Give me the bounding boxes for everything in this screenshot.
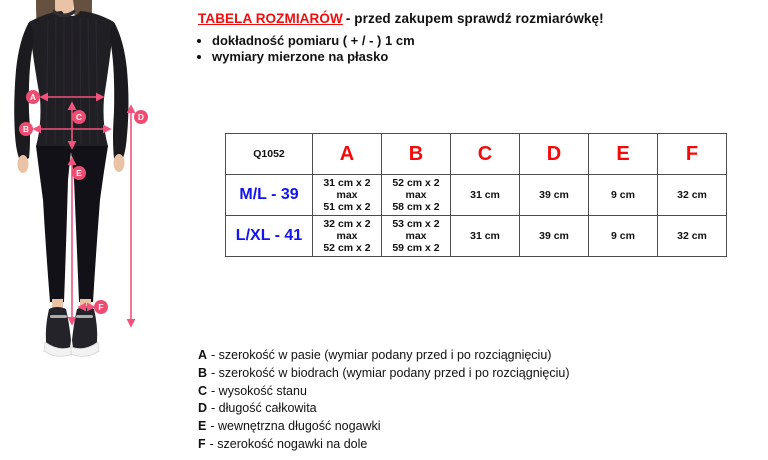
note-accuracy: • dokładność pomiaru ( + / - ) 1 cm: [212, 33, 758, 48]
size-label: L/XL - 41: [226, 216, 313, 257]
table-row: [226, 175, 727, 216]
cell-c: 31 cm: [451, 216, 520, 257]
model-left-hand: [18, 155, 29, 173]
note-flat: • wymiary mierzone na płasko: [212, 49, 758, 64]
cell-f: 32 cm: [658, 216, 727, 257]
legend-item-f: F - szerokość nogawki na dole: [198, 436, 368, 451]
size-label: M/L - 39: [226, 175, 313, 216]
column-b: B: [382, 134, 451, 175]
measurement-legend: [198, 347, 570, 454]
page-title: [198, 11, 758, 26]
model-right-hand: [114, 154, 125, 172]
cell-e: 9 cm: [589, 216, 658, 257]
column-d: D: [520, 134, 589, 175]
model-right-sleeve: [110, 22, 128, 160]
measurement-notes: [212, 33, 758, 64]
page-title-rest: - przed zakupem sprawdź rozmiarówkę!: [345, 11, 604, 26]
legend-item-c: C - wysokość stanu: [198, 383, 307, 398]
legend-item-b: B - szerokość w biodrach (wymiar podany przed i po rozciągnięciu): [198, 365, 570, 380]
cell-c: 31 cm: [451, 175, 520, 216]
product-code: Q1052: [226, 134, 313, 175]
column-a: A: [313, 134, 382, 175]
marker-e: E: [76, 168, 82, 178]
marker-b: B: [22, 124, 30, 134]
page-title-highlight: TABELA ROZMIARÓW: [198, 11, 343, 26]
size-table: [225, 133, 727, 257]
cell-b: 53 cm x 2 max 59 cm x 2: [382, 216, 451, 257]
header-block: [198, 11, 758, 65]
cell-d: 39 cm: [520, 175, 589, 216]
marker-a: A: [29, 92, 37, 102]
model-photo: [0, 0, 200, 460]
cell-e: 9 cm: [589, 175, 658, 216]
marker-f: F: [98, 302, 104, 312]
table-row: [226, 216, 727, 257]
marker-d: D: [137, 112, 145, 122]
model-measurement-figure: [0, 0, 200, 460]
cell-a: 32 cm x 2 max 52 cm x 2: [313, 216, 382, 257]
marker-c: C: [75, 112, 83, 122]
cell-f: 32 cm: [658, 175, 727, 216]
cell-b: 52 cm x 2 max 58 cm x 2: [382, 175, 451, 216]
cell-a: 31 cm x 2 max 51 cm x 2: [313, 175, 382, 216]
legend-item-e: E - wewnętrzna długość nogawki: [198, 419, 381, 434]
size-table-header-row: [226, 134, 727, 175]
column-c: C: [451, 134, 520, 175]
column-f: F: [658, 134, 727, 175]
legend-item-a: A - szerokość w pasie (wymiar podany przed i po rozciągnięciu): [198, 348, 552, 362]
legend-item-d: D - długość całkowita: [198, 401, 317, 416]
cell-d: 39 cm: [520, 216, 589, 257]
column-e: E: [589, 134, 658, 175]
